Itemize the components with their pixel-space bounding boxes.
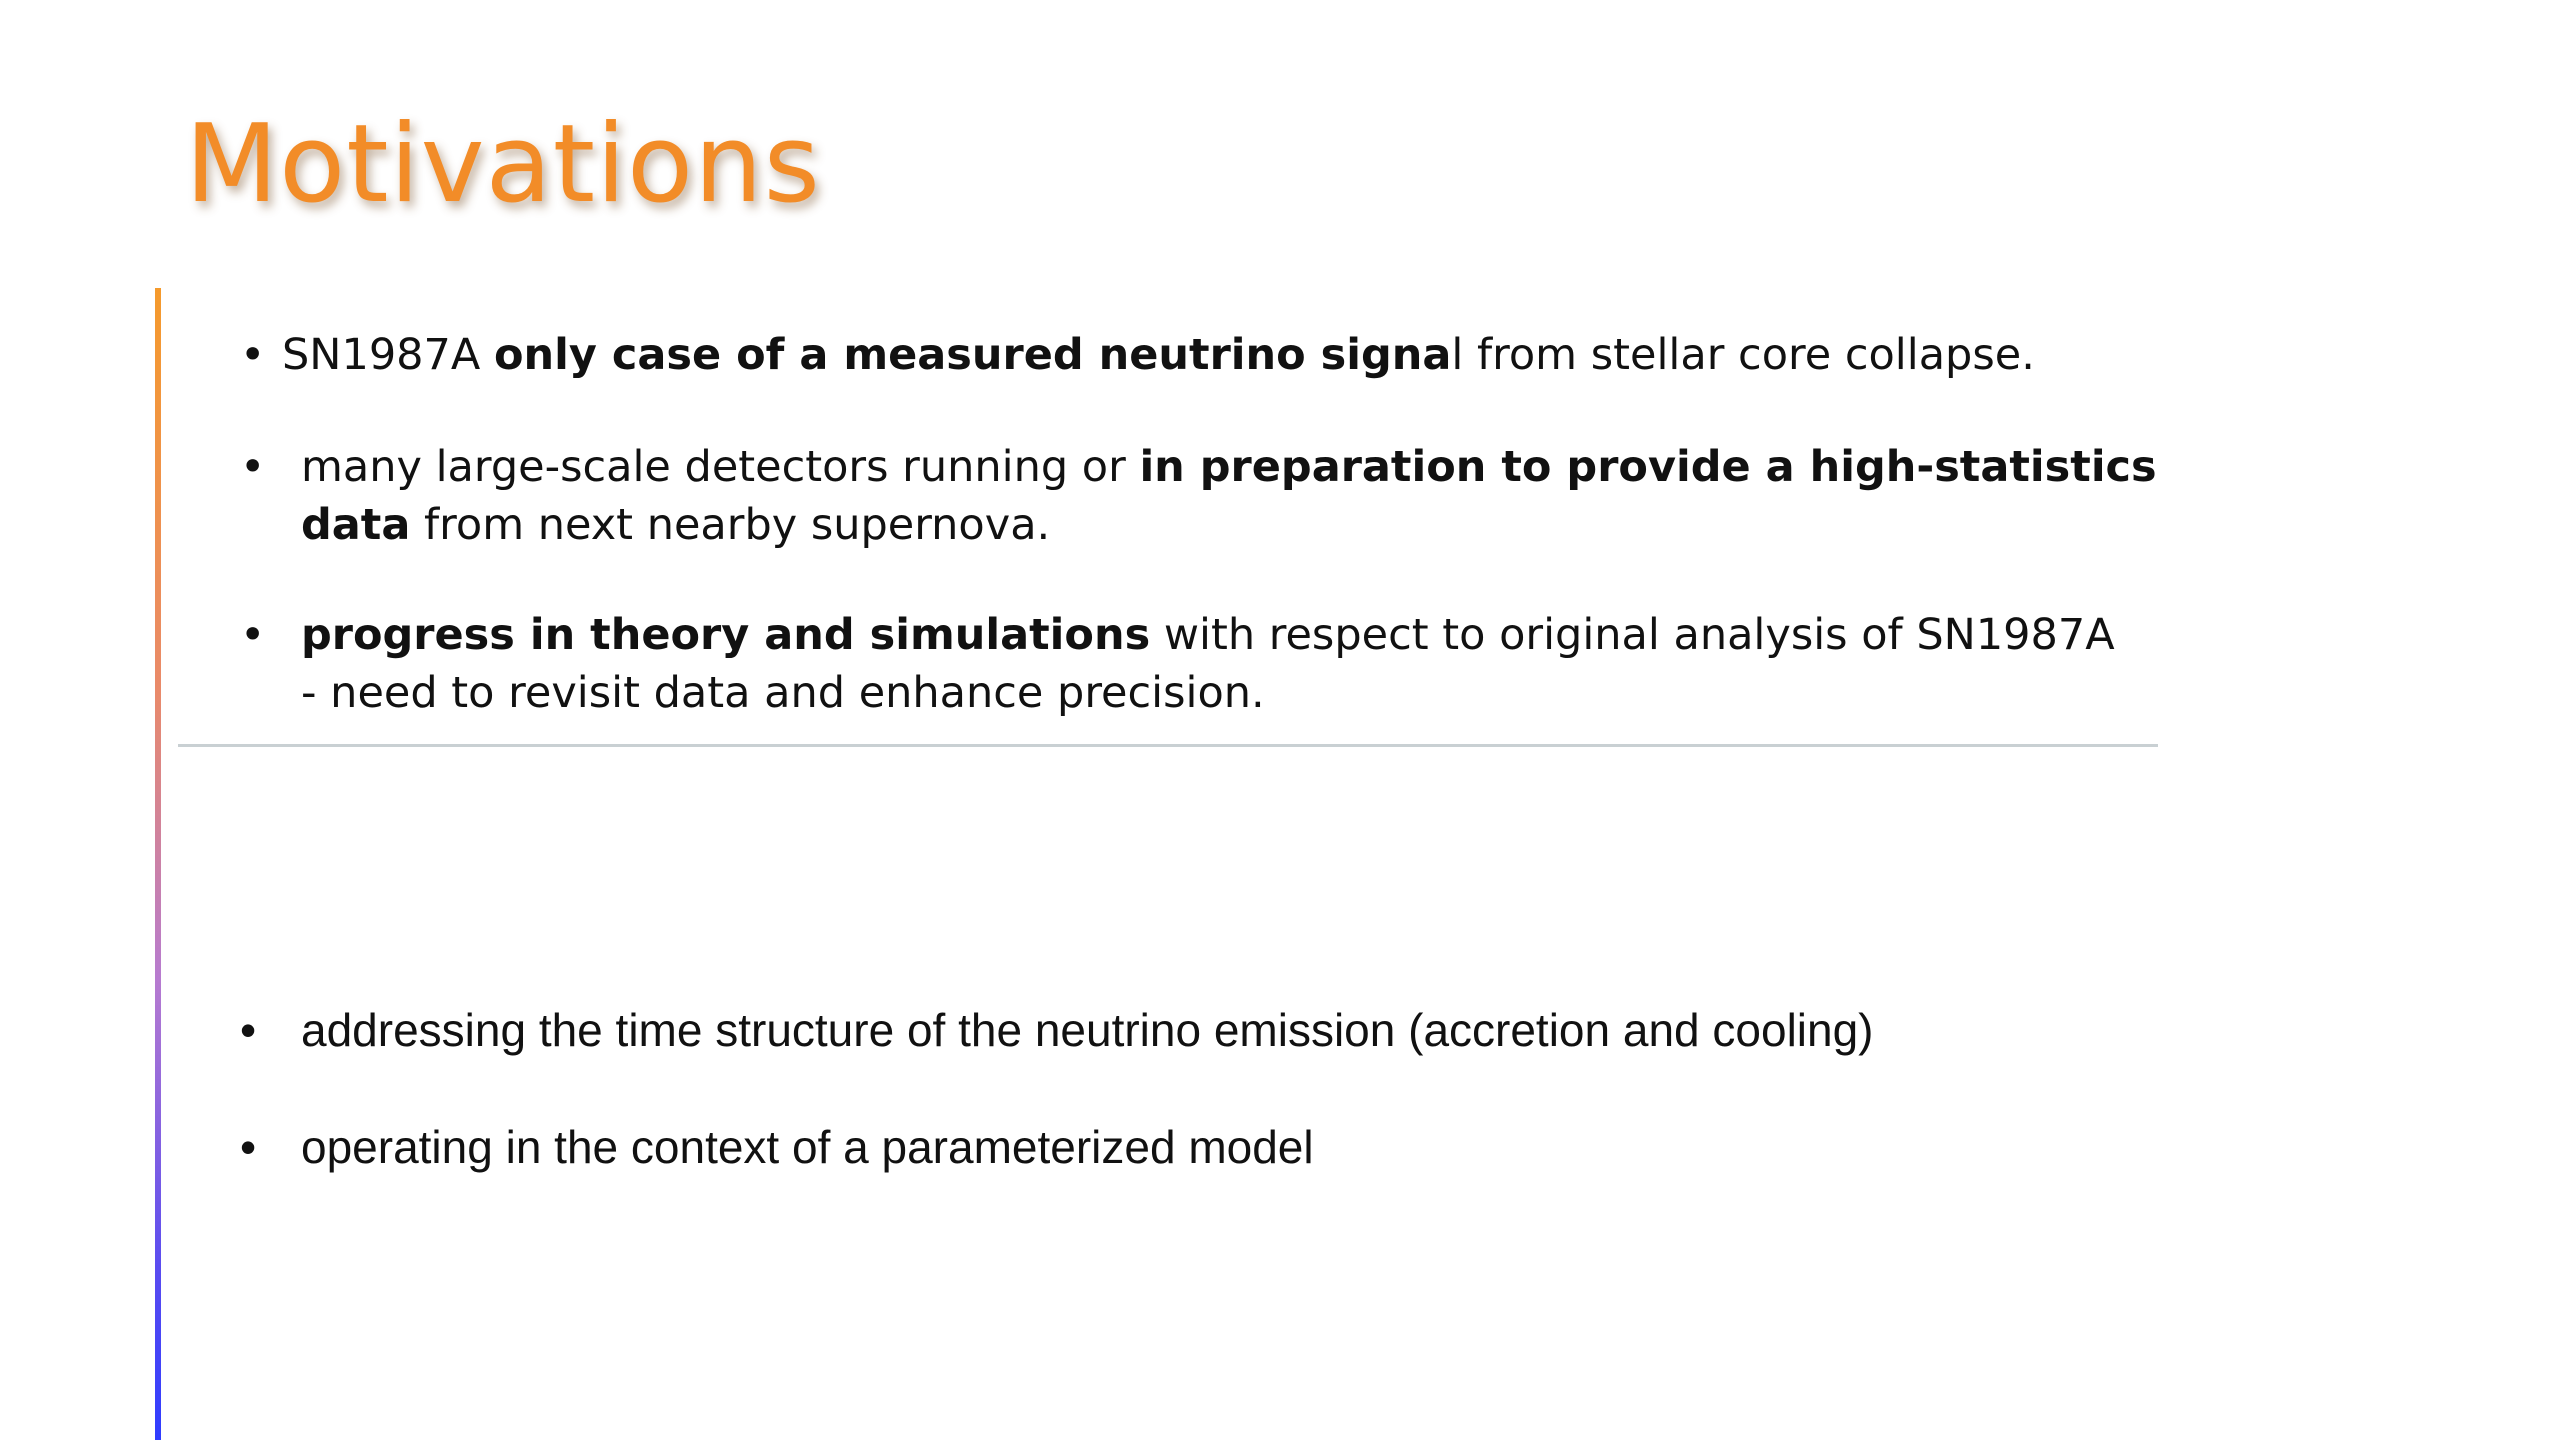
- text-run: many large-scale detectors running or: [301, 442, 1140, 492]
- text-run-bold: in preparation to provide a high-statistics: [1139, 442, 2157, 492]
- bullet-dot: •: [240, 330, 266, 380]
- text-run-bold: progress in theory and simulations: [301, 610, 1151, 660]
- text-run: l from stellar core collapse.: [1451, 330, 2035, 380]
- bullet-text: operating in the context of a parameterized model: [301, 1121, 1314, 1173]
- bullet-dot: •: [240, 442, 266, 492]
- section-divider: [178, 744, 2158, 747]
- text-run: with respect to original analysis of SN1987A: [1150, 610, 2115, 660]
- text-run: from next nearby supernova.: [410, 500, 1051, 550]
- bullet-text-line1: [301, 606, 2115, 664]
- bullet-dot: •: [240, 1121, 257, 1173]
- bullet-text-line2: [301, 496, 1050, 554]
- text-run-bold: data: [301, 500, 411, 550]
- text-run-bold: only case of a measured neutrino signa: [493, 330, 1452, 380]
- bullet-text: addressing the time structure of the neutrino emission (accretion and cooling): [301, 1004, 1874, 1056]
- slide-title: Motivations: [185, 102, 821, 227]
- bullet-text-line1: [301, 438, 2157, 496]
- text-run: - need to revisit data and enhance precision.: [301, 668, 1265, 718]
- bullet-dot: •: [240, 1004, 257, 1056]
- bullet-text: [282, 326, 2035, 384]
- accent-bar: [155, 288, 161, 1440]
- bullet-text-line2: [301, 664, 1265, 722]
- bullet-dot: •: [240, 610, 266, 660]
- text-run: SN1987A: [282, 330, 494, 380]
